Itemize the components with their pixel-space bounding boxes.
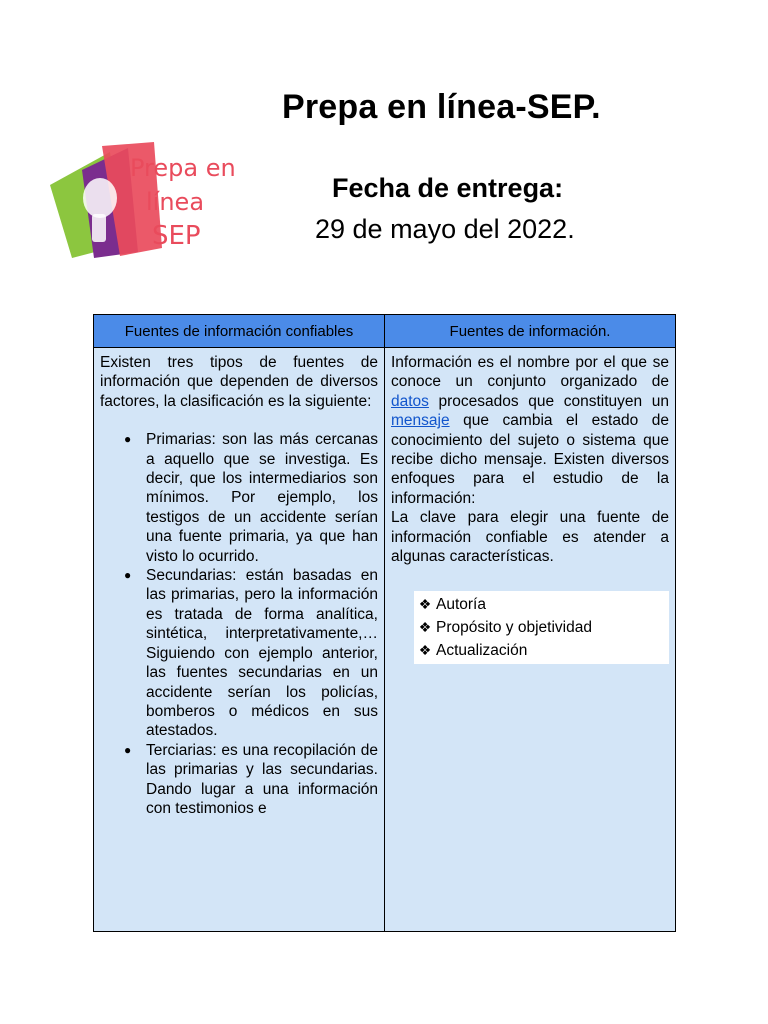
item-secondary-sources: Secundarias: están basadas en las primarias, pero la información es tratada de forma analítica, sintética, interpretativamente,… Siguiendo con ejemplo anterior, las fuentes secundarias en un accidente serían los policías, bomberos o médicos en sus atestados. bbox=[146, 567, 378, 740]
list-item bbox=[414, 593, 669, 616]
diamond-bullet-icon: ❖ bbox=[418, 596, 432, 613]
reliable-sources-cell bbox=[94, 348, 385, 932]
info-sources-table bbox=[93, 314, 676, 932]
table-body-row bbox=[94, 348, 676, 932]
information-cell bbox=[385, 348, 676, 932]
criterion-authorship: Autoría bbox=[436, 596, 486, 614]
list-item bbox=[124, 741, 378, 819]
prepa-en-linea-logo bbox=[42, 140, 236, 270]
logo-text-line2: línea bbox=[146, 188, 205, 216]
header-reliable-sources: Fuentes de información confiables bbox=[94, 315, 385, 348]
criterion-currency: Actualización bbox=[436, 642, 528, 660]
table-header-row bbox=[94, 315, 676, 348]
header-information-sources: Fuentes de información. bbox=[385, 315, 676, 348]
item-tertiary-sources: Terciarias: es una recopilación de las primarias y las secundarias. Dando lugar a una información con testimonios e bbox=[146, 741, 378, 817]
due-date-label: Fecha de entrega: bbox=[332, 173, 564, 203]
diamond-bullet-icon: ❖ bbox=[418, 642, 432, 659]
diamond-bullet-icon: ❖ bbox=[418, 619, 432, 636]
information-definition: Información es el nombre por el que se conoce un conjunto organizado de datos procesados que constituyen un mensaje que cambia el estado de conocimiento del sujeto o sistema que recibe dicho mensaje. Existen diversos enfoques para el estudio de la información: bbox=[391, 354, 669, 507]
link-datos[interactable]: datos bbox=[391, 392, 429, 410]
selection-key-paragraph: La clave para elegir una fuente de información confiable es atender a algunas características. bbox=[391, 509, 669, 566]
list-item bbox=[124, 430, 378, 566]
bullet-icon: ● bbox=[124, 432, 132, 447]
criteria-list bbox=[414, 591, 669, 664]
item-primary-sources: Primarias: son las más cercanas a aquello que se investiga. Es decir, que los intermediarios son mínimos. Por ejemplo, los testigos de un accidente serían una fuente primaria, ya que han visto lo ocurrido. bbox=[146, 431, 378, 565]
page-title: Prepa en línea-SEP. bbox=[282, 88, 601, 126]
logo-text-line1: Prepa en bbox=[130, 154, 236, 182]
criterion-purpose: Propósito y objetividad bbox=[436, 619, 592, 637]
logo-text-line3: SEP bbox=[152, 221, 201, 251]
bullet-icon: ● bbox=[124, 742, 132, 757]
bullet-icon: ● bbox=[124, 568, 132, 583]
intro-paragraph: Existen tres tipos de fuentes de información que dependen de diversos factores, la clasificación es la siguiente: bbox=[100, 354, 378, 410]
link-mensaje[interactable]: mensaje bbox=[391, 412, 450, 430]
source-types-list bbox=[100, 430, 378, 818]
list-item bbox=[414, 639, 669, 662]
list-item bbox=[124, 566, 378, 741]
list-item bbox=[414, 616, 669, 639]
due-date-value: 29 de mayo del 2022. bbox=[315, 214, 575, 244]
